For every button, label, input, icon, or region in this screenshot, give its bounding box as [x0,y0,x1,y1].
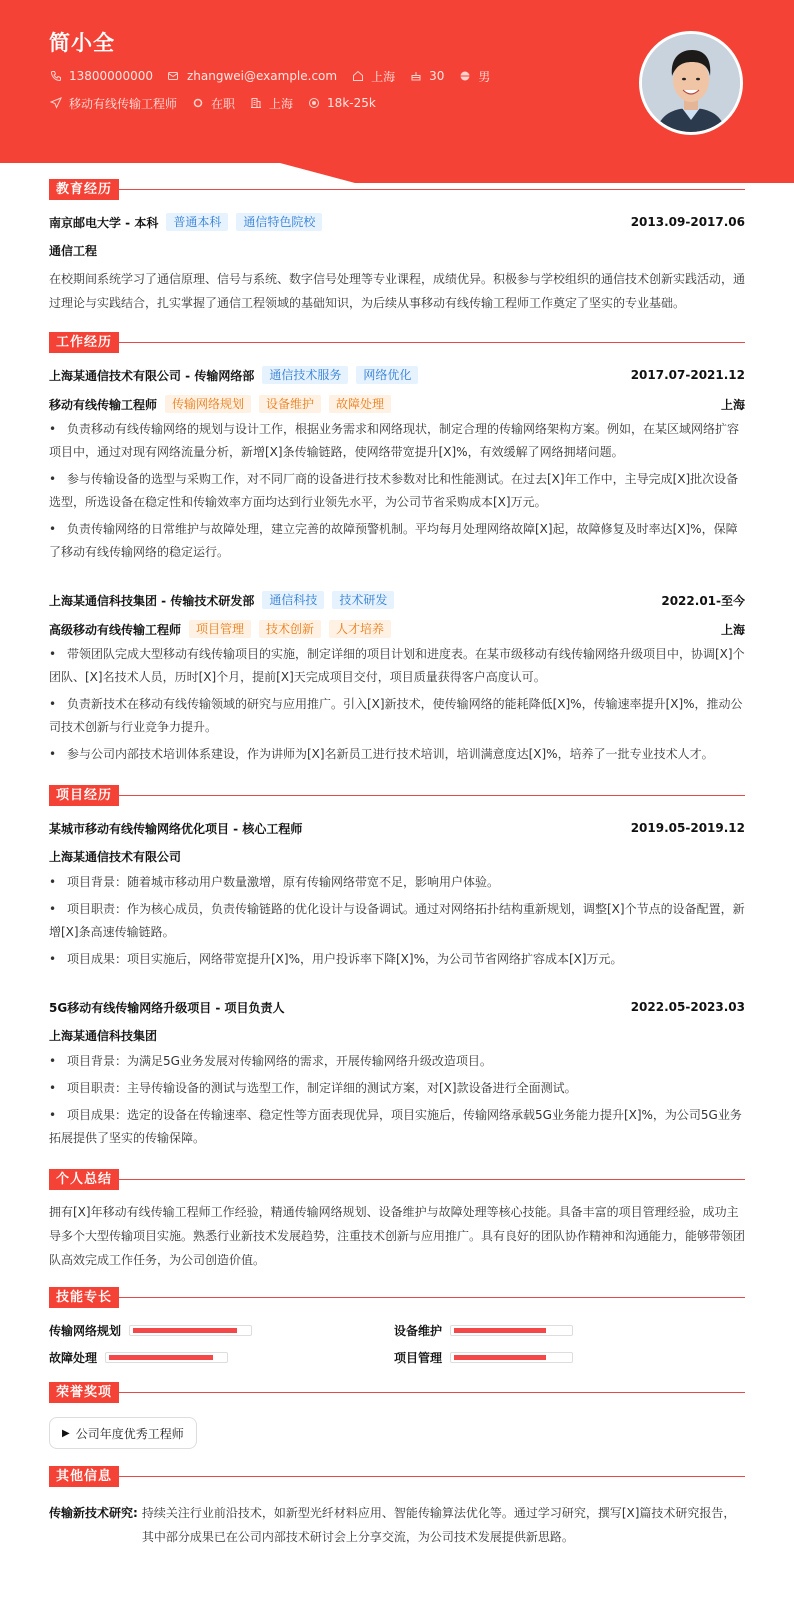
company-tag: 网络优化 [356,366,418,384]
bullet-item: • 带领团队完成大型移动有线传输项目的实施，制定详细的项目计划和进度表。在某市级移动有线传输网络升级项目中，协调[X]个团队、[X]名技术人员，历时[X]个月，提前[X]天完成项目交付，项目质量获得客户高度认可。 [49,647,745,684]
skill-bar [129,1325,252,1336]
education-description: 在校期间系统学习了通信原理、信号与系统、数字信号处理等专业课程，成绩优异。积极参与学校组织的通信技术创新实践活动，通过理论与实践结合，扎实掌握了通信工程领域的基础知识，为后续从事移动有线传输工程师工作奠定了坚实的专业基础。 [49,272,746,310]
section-divider [119,189,745,190]
other-info-item [49,1501,745,1549]
role-tag: 传输网络规划 [165,395,251,413]
company-tag: 技术研发 [332,591,394,609]
project-entry [49,818,745,971]
cake-icon [409,70,422,83]
work-bullets [49,418,745,564]
email-item [167,69,337,83]
status-text: 在职 [211,96,236,111]
award-label: 公司年度优秀工程师 [75,1426,184,1441]
work-city-item [249,95,293,112]
role-name: 移动有线传输工程师 [49,397,158,412]
resume-body [0,178,794,1569]
gender-item [458,68,490,85]
school-name: 南京邮电大学 - 本科 [49,215,159,230]
work-city-text: 上海 [269,96,294,111]
skill-bar [105,1352,228,1363]
skill-item [49,1322,394,1338]
section-title: 工作经历 [49,332,119,353]
role-tag: 技术创新 [259,620,321,638]
project-title-row [49,997,745,1017]
role-tag: 项目管理 [189,620,251,638]
section-divider [119,1297,745,1298]
section-title: 荣誉奖项 [49,1382,119,1403]
skill-name: 设备维护 [394,1323,443,1338]
section-title: 教育经历 [49,179,119,200]
project-date: 2019.05-2019.12 [630,821,745,835]
salary-item [307,96,376,110]
work-company-row [49,365,745,385]
role-name: 高级移动有线传输工程师 [49,622,182,637]
skill-bar-fill [454,1328,546,1333]
project-bullets [49,1050,745,1150]
bullet-item: • 项目职责：作为核心成员，负责传输链路的优化设计与设备调试。通过对网络拓扑结构重新规划，调整[X]个节点的设备配置，新增[X]条高速传输链路。 [49,902,745,939]
project-date: 2022.05-2023.03 [630,1000,745,1014]
bullet-item: • 项目背景：为满足5G业务发展对传输网络的需求，开展传输网络升级改造项目。 [49,1054,492,1068]
skill-bar-fill [109,1355,213,1360]
skills-grid [49,1322,745,1365]
work-entry [49,365,745,564]
candidate-name: 简小全 [49,31,115,55]
work-role-row [49,619,745,639]
summary-text: 拥有[X]年移动有线传输工程师工作经验，精通传输网络规划、设备维护与故障处理等核心技能。具备丰富的项目管理经验，成功主导多个大型传输项目实施。熟悉行业新技术发展趋势，注重技术创新与应用推广。具有良好的团队协作精神和沟通能力，能够带领团队高效完成工作任务，为公司创造价值。 [49,1205,746,1267]
work-date: 2022.01-至今 [661,593,745,608]
age-item [409,69,444,83]
project-company: 上海某通信科技集团 [49,1029,158,1043]
project-entry [49,997,745,1150]
section-divider [119,342,745,343]
gender-icon [458,70,471,83]
company-name: 上海某通信科技集团 - 传输技术研发部 [49,593,255,608]
section-summary-header [49,1168,745,1190]
company-name: 上海某通信技术有限公司 - 传输网络部 [49,368,255,383]
role-tag: 设备维护 [259,395,321,413]
skill-name: 项目管理 [394,1350,443,1365]
section-divider [119,1392,745,1393]
other-info-text: 持续关注行业前沿技术，如新型光纤材料应用、智能传输算法优化等。通过学习研究，撰写[X]篇技术研究报告，其中部分成果已在公司内部技术研讨会上分享交流，为公司技术发展提供新思路。 [141,1506,736,1544]
skill-bar-fill [133,1328,237,1333]
status-item [191,95,235,112]
position-text: 移动有线传输工程师 [69,96,178,111]
section-title: 其他信息 [49,1466,119,1487]
role-tag: 人才培养 [329,620,391,638]
status-icon [191,97,204,110]
city-text: 上海 [371,69,396,84]
triangle-right-icon: ▶ [62,1427,70,1439]
skill-item [394,1349,739,1365]
work-location: 上海 [720,397,745,412]
city-item [351,68,395,85]
phone-text: 13800000000 [69,69,153,83]
salary-text: 18k-25k [327,96,376,110]
other-info-label: 传输新技术研究: [49,1506,138,1520]
bullet-item: • 负责新技术在移动有线传输领域的研究与应用推广。引入[X]新技术，使传输网络的能耗降低[X]%，传输速率提升[X]%，推动公司技术创新与行业竞争力提升。 [49,697,743,734]
project-title-row [49,818,745,838]
skill-bar [450,1325,573,1336]
project-bullets [49,871,745,971]
section-projects-header [49,784,745,806]
company-tag: 通信科技 [262,591,324,609]
home-icon [351,70,364,83]
gender-text: 男 [478,69,491,84]
phone-item [49,69,153,83]
resume-header [0,0,794,183]
mail-icon [167,70,180,83]
avatar-portrait-icon [642,34,740,132]
work-location: 上海 [720,622,745,637]
education-tag: 通信特色院校 [236,213,322,231]
section-work-header [49,331,745,353]
section-title: 个人总结 [49,1169,119,1190]
bullet-item: • 负责移动有线传输网络的规划与设计工作，根据业务需求和网络现状，制定合理的传输网络架构方案。例如，在某区域网络扩容项目中，通过对现有网络流量分析，新增[X]条传输链路，使网络带宽提升[X]%，有效缓解了网络拥堵问题。 [49,422,740,459]
major: 通信工程 [49,244,98,258]
bullet-item: • 负责传输网络的日常维护与故障处理，建立完善的故障预警机制。平均每月处理网络故障[X]起，故障修复及时率达[X]%，保障了移动有线传输网络的稳定运行。 [49,522,738,559]
bullet-item: • 项目背景：随着城市移动用户数量激增，原有传输网络带宽不足，影响用户体验。 [49,875,500,889]
bullet-item: • 项目成果：选定的设备在传输速率、稳定性等方面表现优异，项目实施后，传输网络承载5G业务能力提升[X]%，为公司5G业务拓展提供了坚实的传输保障。 [49,1108,742,1145]
role-tag: 故障处理 [329,395,391,413]
avatar [639,31,743,135]
section-title: 技能专长 [49,1287,119,1308]
section-awards-header [49,1381,745,1403]
work-date: 2017.07-2021.12 [630,368,745,382]
skill-item [49,1349,394,1365]
work-role-row [49,394,745,414]
bullet-item: • 项目成果：项目实施后，网络带宽提升[X]%，用户投诉率下降[X]%，为公司节省网络扩容成本[X]万元。 [49,952,623,966]
salary-icon [307,97,320,110]
section-divider [119,1476,745,1477]
send-icon [49,97,62,110]
work-bullets [49,643,745,766]
award-item[interactable] [49,1417,197,1449]
age-text: 30 [429,69,445,83]
education-tag: 普通本科 [166,213,228,231]
education-entry [49,212,745,232]
bullet-item: • 项目职责：主导传输设备的测试与选型工作，制定详细的测试方案，对[X]款设备进行全面测试。 [49,1081,577,1095]
email-text: zhangwei@example.com [186,69,338,83]
skill-name: 传输网络规划 [49,1323,122,1338]
skill-item [394,1322,739,1338]
project-title: 某城市移动有线传输网络优化项目 - 核心工程师 [49,821,303,836]
skill-bar-fill [454,1355,546,1360]
education-date: 2013.09-2017.06 [630,215,745,229]
section-title: 项目经历 [49,785,119,806]
bullet-item: • 参与公司内部技术培训体系建设，作为讲师为[X]名新员工进行技术培训，培训满意度达[X]%，培养了一批专业技术人才。 [49,747,714,761]
building-icon [249,97,262,110]
section-other-header [49,1465,745,1487]
work-entry [49,590,745,766]
company-tag: 通信技术服务 [262,366,348,384]
project-title: 5G移动有线传输网络升级项目 - 项目负责人 [49,1000,285,1015]
skill-bar [450,1352,573,1363]
bullet-item: • 参与传输设备的选型与采购工作，对不同厂商的设备进行技术参数对比和性能测试。在过去[X]年工作中，主导完成[X]批次设备选型，所选设备在稳定性和传输效率方面均达到行业领先水平，为公司节省采购成本[X]万元。 [49,472,739,509]
phone-icon [49,70,62,83]
section-divider [119,1179,745,1180]
project-company: 上海某通信技术有限公司 [49,850,182,864]
skill-name: 故障处理 [49,1350,98,1365]
work-company-row [49,590,745,610]
position-item [49,95,177,112]
section-divider [119,795,745,796]
section-skills-header [49,1286,745,1308]
